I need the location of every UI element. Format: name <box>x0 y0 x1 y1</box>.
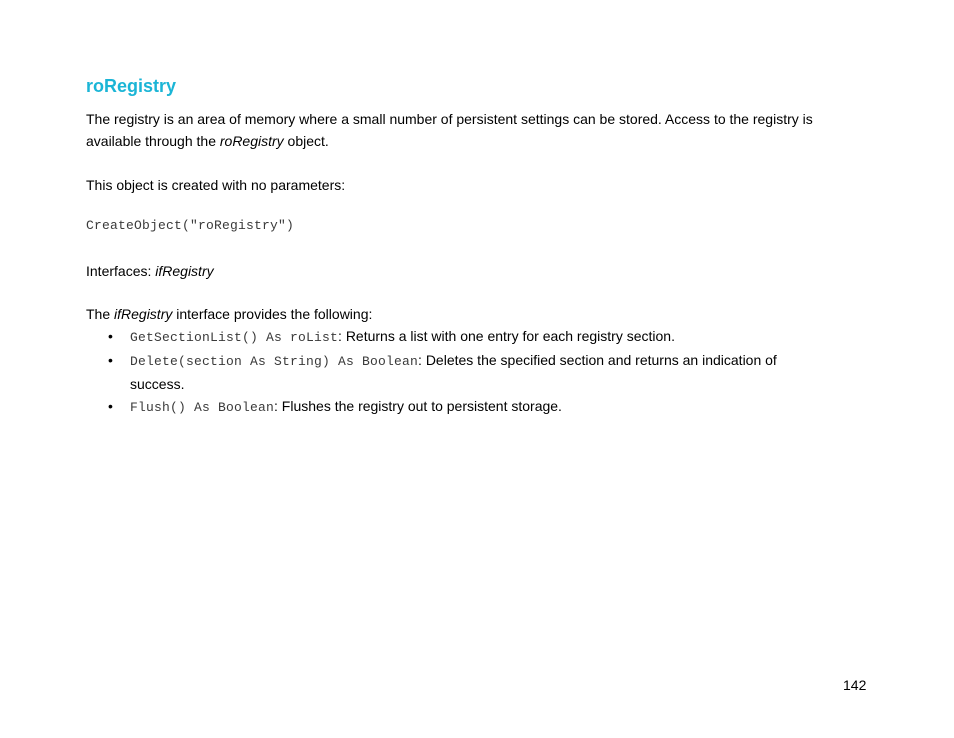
interfaces-name: ifRegistry <box>155 263 214 279</box>
interfaces-label: Interfaces: <box>86 263 156 279</box>
method-description: : Flushes the registry out to persistent storage. <box>274 398 562 414</box>
method-list-item <box>86 325 826 349</box>
interface-desc-suffix: interface provides the following: <box>172 306 373 322</box>
method-signature: GetSectionList() As roList <box>130 330 339 345</box>
intro-paragraph <box>86 108 866 152</box>
interface-desc-name: ifRegistry <box>114 306 173 322</box>
intro-object-name: roRegistry <box>219 133 284 149</box>
interface-desc-prefix: The <box>86 306 115 322</box>
method-list-item <box>86 349 826 395</box>
method-description: : Returns a list with one entry for each registry section. <box>338 328 675 344</box>
create-object-code: CreateObject("roRegistry") <box>86 218 295 233</box>
intro-text-part1: The registry is an area of memory where a small number of persistent settings can be stored. Access to the registry is available through the <box>86 111 813 149</box>
creation-note: This object is created with no parameters: <box>86 177 346 193</box>
method-list <box>86 325 826 419</box>
bullet-icon: • <box>108 398 113 414</box>
section-heading: roRegistry <box>86 76 177 96</box>
bullet-icon: • <box>108 352 113 368</box>
interface-description <box>86 303 866 325</box>
bullet-icon: • <box>108 328 113 344</box>
method-list-item <box>86 395 826 419</box>
method-signature: Flush() As Boolean <box>130 400 275 415</box>
interfaces-line <box>86 260 866 282</box>
method-description: : Deletes the specified section and returns an indication of success. <box>130 352 777 392</box>
method-signature: Delete(section As String) As Boolean <box>130 354 419 369</box>
intro-text-part2: object. <box>283 133 329 149</box>
page-number: 142 <box>843 677 867 693</box>
